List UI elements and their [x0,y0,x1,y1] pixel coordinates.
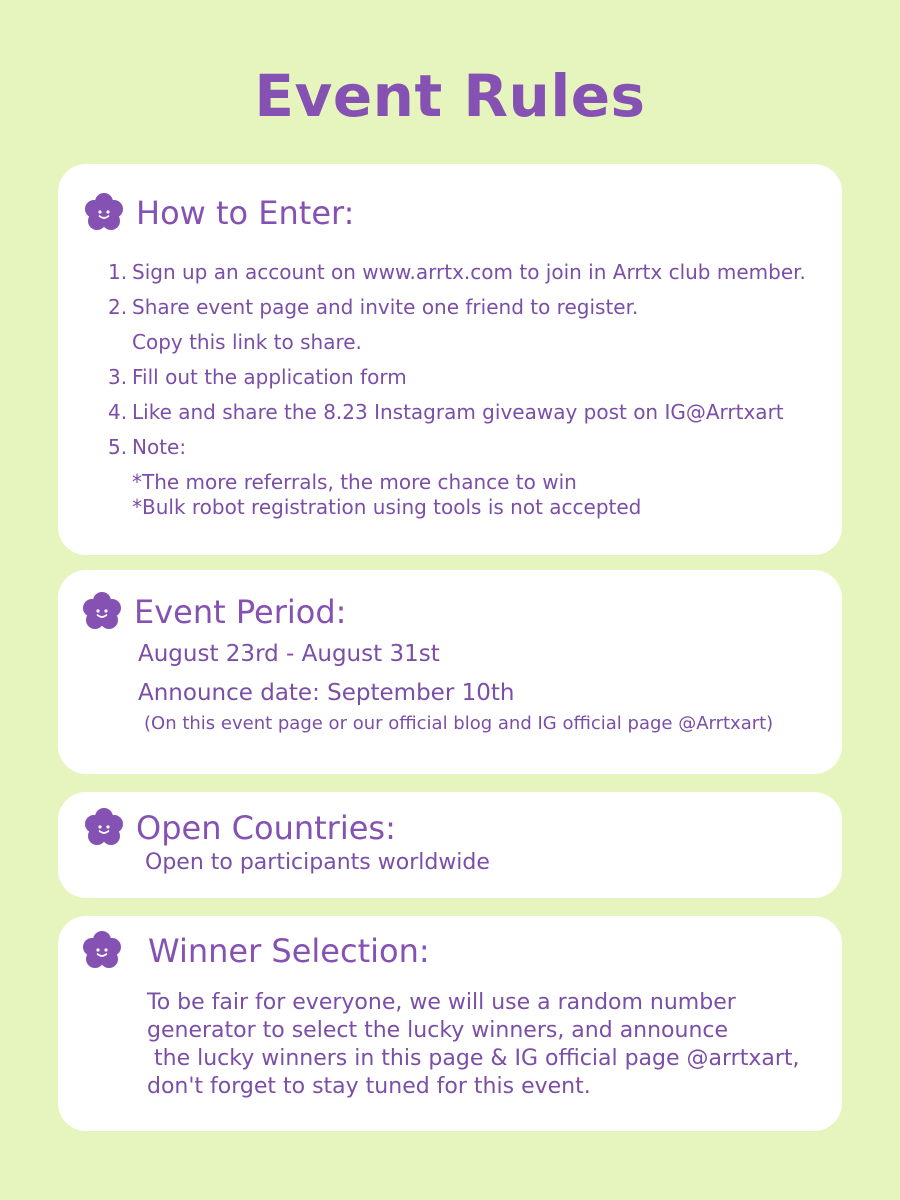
open-countries-card [58,792,842,898]
announce-note: (On this event page or our official blog and IG official page @Arrtxart) [144,713,774,734]
page-title: Event Rules [254,62,646,130]
open-countries-title: Open Countries: [136,809,396,847]
winner-text-line-1: To be fair for everyone, we will use a random number [147,990,736,1015]
step-1 [108,260,806,284]
step-5 [108,435,186,459]
flower-face-icon [84,193,124,233]
step-number: 1. [108,260,128,284]
event-period-title: Event Period: [134,593,347,631]
step-2 [108,295,638,319]
step-text: Share event page and invite one friend to register. [132,295,639,319]
step-text: Sign up an account on www.arrtx.com to join in Arrtx club member. [132,260,806,284]
step-number: 3. [108,365,128,389]
winner-text-line-3: the lucky winners in this page & IG official page @arrtxart, [147,1046,800,1071]
open-countries-header [84,808,396,848]
step-number: 5. [108,435,128,459]
event-dates: August 23rd - August 31st [138,641,440,667]
step-text: Note: [132,435,187,459]
event-period-header [82,592,346,632]
step-3 [108,365,407,389]
note-referrals: *The more referrals, the more chance to win [132,470,577,494]
step-number: 4. [108,400,128,424]
flower-face-icon [82,592,122,632]
how-to-enter-header [84,193,354,233]
winner-text-line-4: don't forget to stay tuned for this event. [147,1074,591,1099]
step-4 [108,400,784,424]
copy-link-text[interactable]: Copy this link to share. [132,330,362,354]
winner-selection-card [58,916,842,1131]
event-period-card [58,570,842,774]
note-bulk-registration: *Bulk robot registration using tools is not accepted [132,495,642,519]
step-number: 2. [108,295,128,319]
open-countries-text: Open to participants worldwide [145,850,490,875]
winner-selection-title: Winner Selection: [148,932,430,970]
how-to-enter-card [58,164,842,555]
step-text: Fill out the application form [132,365,407,389]
winner-text-line-2: generator to select the lucky winners, and announce [147,1018,729,1043]
step-text: Like and share the 8.23 Instagram giveaway post on IG@Arrtxart [132,400,784,424]
flower-face-icon [84,808,124,848]
announce-date: Announce date: September 10th [138,680,515,706]
how-to-enter-title: How to Enter: [136,194,355,232]
winner-selection-header [82,931,430,971]
flower-face-icon [82,931,122,971]
